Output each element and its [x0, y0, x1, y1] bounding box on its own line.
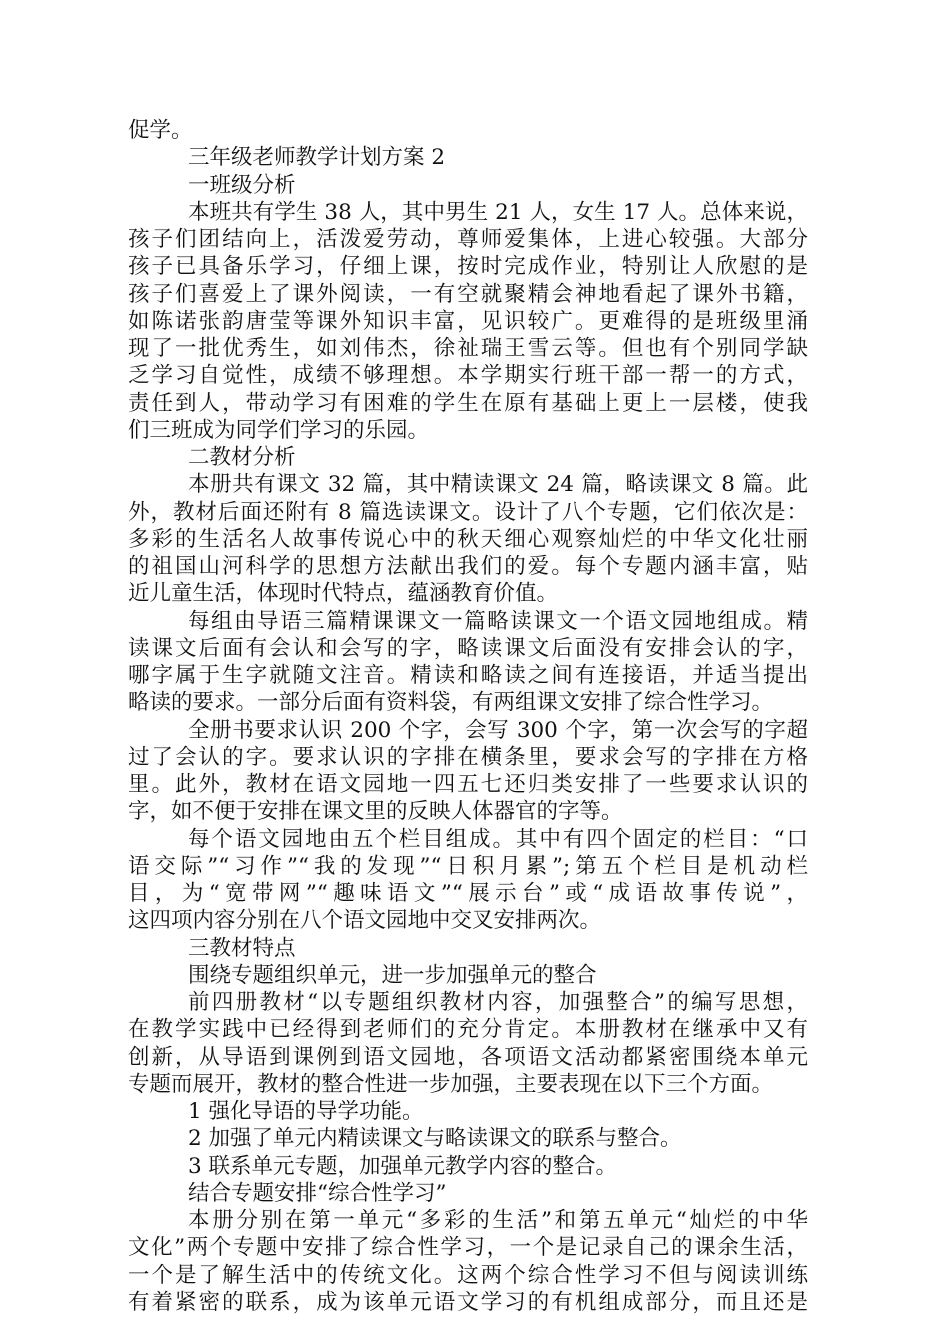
- paragraph-thematic-units: [128, 989, 808, 1098]
- paragraph-class-analysis: [128, 199, 808, 444]
- paragraph-line: 语交际”“习作”“我的发现”“日积月累”;第五个栏目是机动栏: [128, 853, 808, 879]
- paragraph-line: 文化”两个专题中安排了综合性学习，一个是记录自己的课余生活，: [128, 1235, 808, 1261]
- paragraph-line: 每组由导语三篇精课课文一篇略读课文一个语文园地组成。精: [188, 608, 808, 634]
- paragraph-line: 孩子们团结向上，活泼爱劳动，尊师爱集体，上进心较强。大部分: [128, 227, 808, 252]
- list-item-3: 3 联系单元专题，加强单元教学内容的整合。: [188, 1153, 618, 1179]
- paragraph-line: 本册分别在第一单元“多彩的生活”和第五单元“灿烂的中华: [188, 1208, 808, 1233]
- paragraph-line: 本班共有学生 38 人，其中男生 21 人，女生 17 人。总体来说，: [188, 199, 808, 225]
- heading-textbook-features: 三教材特点: [188, 935, 296, 961]
- paragraph-line: 现了一批优秀生，如刘伟杰，徐祉瑞王雪云等。但也有个别同学缺: [128, 336, 808, 361]
- paragraph-line: 略读的要求。一部分后面有资料袋，有两组课文安排了综合性学习。: [128, 690, 774, 716]
- paragraph-line: 哪字属于生字就随文注音。精读和略读之间有连接语，并适当提出: [128, 663, 808, 688]
- paragraph-line: 孩子们喜爱上了课外阅读，一有空就聚精会神地看起了课外书籍，: [128, 281, 808, 307]
- paragraph-line: 目，为“宽带网”“趣味语文”“展示台”或“成语故事传说”，: [128, 881, 808, 906]
- heading-class-analysis: 一班级分析: [188, 172, 296, 198]
- paragraph-line: 创新，从导语到课例到语文园地，各项语文活动都紧密围绕本单元: [128, 1044, 808, 1070]
- list-item-1: 1 强化导语的导学功能。: [188, 1099, 424, 1124]
- continuation-paragraph: [128, 117, 808, 144]
- paragraph-line: 前四册教材“以专题组织教材内容，加强整合”的编写思想，: [188, 990, 808, 1015]
- paragraph-line: 全册书要求认识 200 个字，会写 300 个字，第一次会写的字超: [188, 717, 808, 743]
- paragraph-line: 这四项内容分别在八个语文园地中交叉安排两次。: [128, 908, 602, 934]
- paragraph-unit-structure: [128, 608, 808, 717]
- paragraph-line: 本册共有课文 32 篇，其中精读课文 24 篇，略读课文 8 篇。此: [188, 472, 808, 498]
- paragraph-chinese-garden: [128, 826, 808, 935]
- paragraph-line: 读课文后面有会认和会写的字，略读课文后面没有安排会认的字，: [128, 635, 808, 661]
- paragraph-line: 外，教材后面还附有 8 篇选读课文。设计了八个专题，它们依次是：: [128, 499, 808, 525]
- paragraph-line: 责任到人，带动学习有困难的学生在原有基础上更上一层楼，使我: [128, 390, 808, 416]
- paragraph-line: 一个是了解生活中的传统文化。这两个综合性学习不但与阅读训练: [128, 1262, 808, 1288]
- paragraph-line: 多彩的生活名人故事传说心中的秋天细心观察灿烂的中华文化壮丽: [128, 526, 808, 552]
- paragraph-line: 的祖国山河科学的思想方法献出我们的爱。每个专题内涵丰富，贴: [128, 554, 808, 579]
- paragraph-line: 有着紧密的联系，成为该单元语文学习的有机组成部分，而且还是: [128, 1289, 808, 1315]
- paragraph-comprehensive-learning: [128, 1207, 808, 1316]
- section-title: 三年级老师教学计划方案 2: [188, 145, 446, 171]
- paragraph-line: 里。此外，教材在语文园地一四五七还归类安排了一些要求认识的: [128, 772, 808, 797]
- paragraph-line: 专题而展开，教材的整合性进一步加强，主要表现在以下三个方面。: [128, 1071, 774, 1097]
- paragraph-line: 近儿童生活，体现时代特点，蕴涵教育价值。: [128, 581, 559, 607]
- document-body: [128, 117, 808, 1316]
- paragraph-character-requirements: [128, 717, 808, 826]
- paragraph-line: 乏学习自觉性，成绩不够理想。本学期实行班干部一帮一的方式，: [128, 363, 808, 389]
- list-item-2: 2 加强了单元内精读课文与略读课文的联系与整合。: [188, 1126, 682, 1152]
- subheading-thematic-units: 围绕专题组织单元，进一步加强单元的整合: [188, 962, 597, 988]
- paragraph-line: 们三班成为同学们学习的乐园。: [128, 417, 430, 443]
- paragraph-line: 如陈诺张韵唐莹等课外知识丰富，见识较广。更难得的是班级里涌: [128, 308, 808, 334]
- paragraph-line: 每个语文园地由五个栏目组成。其中有四个固定的栏目：“口: [188, 826, 808, 852]
- subheading-comprehensive-learning: 结合专题安排“综合性学习”: [188, 1180, 447, 1206]
- paragraph-line: 过了会认的字。要求认识的字排在横条里，要求会写的字排在方格: [128, 744, 808, 770]
- paragraph-line: 促学。: [128, 118, 193, 143]
- paragraph-line: 字，如不便于安排在课文里的反映人体器官的字等。: [128, 799, 623, 825]
- paragraph-line: 孩子已具备乐学习，仔细上课，按时完成作业，特别让人欣慰的是: [128, 254, 808, 280]
- paragraph-line: 在教学实践中已经得到老师们的充分肯定。本册教材在继承中又有: [128, 1017, 808, 1043]
- heading-textbook-analysis: 二教材分析: [188, 445, 296, 470]
- paragraph-textbook-overview: [128, 471, 808, 607]
